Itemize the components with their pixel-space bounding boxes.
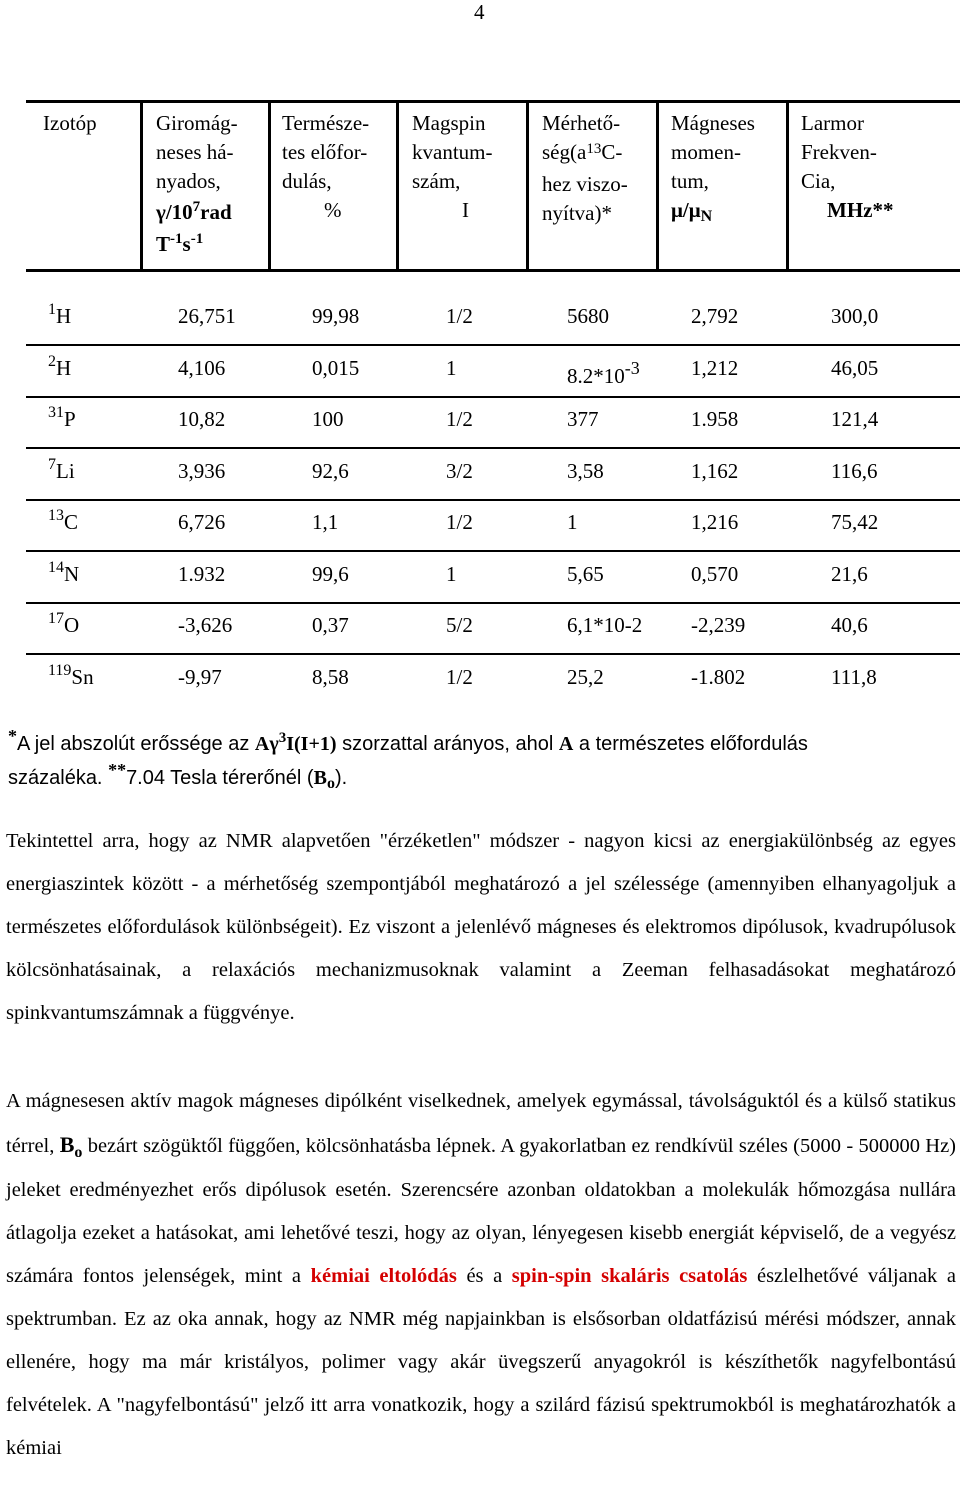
cell-meas: 8.2*10-3 (567, 357, 640, 388)
header-line: Frekven- (801, 140, 877, 164)
header-line: nyados, (156, 169, 221, 193)
cell-larmor: 75,42 (831, 510, 879, 534)
cell-gyro: 6,726 (178, 510, 226, 534)
header-natural (268, 103, 396, 269)
cell-larmor: 21,6 (831, 561, 868, 586)
cell-spin: 5/2 (446, 613, 473, 637)
header-line: dulás, (282, 169, 332, 193)
header-line: I (462, 198, 469, 222)
isotope-table (26, 100, 960, 689)
table-row (26, 292, 960, 346)
cell-nat: 8,58 (312, 664, 349, 689)
header-larmor (786, 103, 960, 269)
header-line: nyítva)* (542, 201, 612, 225)
cell-nat: 0,015 (312, 355, 360, 380)
cell-nat: 99,98 (312, 304, 360, 328)
header-line: Mágneses (671, 111, 755, 135)
table-row (26, 653, 960, 705)
cell-isotope: $^7$Li (48, 455, 75, 483)
cell-meas: 5680 (567, 304, 609, 328)
table-row (26, 498, 960, 552)
header-gyro-unit: $\gamma/10^7rad$ (156, 199, 232, 224)
cell-mom: 1,216 (691, 510, 739, 534)
cell-nat: 99,6 (312, 561, 349, 586)
cell-isotope: $^{14}$N (48, 558, 80, 586)
cell-isotope: $^2$H (48, 352, 72, 380)
header-spin (396, 103, 526, 269)
cell-larmor: 40,6 (831, 613, 868, 637)
header-line: momen- (671, 140, 741, 164)
cell-mom: -1.802 (691, 664, 746, 689)
cell-spin: 1 (446, 561, 457, 586)
cell-spin: 1 (446, 355, 457, 380)
footnote (8, 728, 948, 796)
cell-isotope: $^{31}$P (48, 404, 76, 431)
cell-meas: 5,65 (567, 561, 604, 586)
cell-meas: 1 (567, 510, 578, 534)
cell-meas: 25,2 (567, 664, 604, 689)
cell-isotope: $^{119}$Sn (48, 661, 94, 689)
cell-gyro: -3,626 (178, 613, 233, 637)
header-moment (656, 103, 786, 269)
cell-isotope: $^{13}$C (48, 507, 79, 534)
cell-larmor: 116,6 (831, 458, 878, 483)
cell-isotope: $^1$H (48, 301, 72, 328)
header-line: tum, (671, 169, 709, 193)
header-line: Larmor (801, 111, 864, 135)
page-number: 4 (474, 0, 485, 24)
table-row (26, 344, 960, 398)
table-row (26, 550, 960, 604)
header-line: hez viszo- (542, 172, 628, 196)
header-line: tes előfor- (282, 140, 368, 164)
cell-meas: 3,58 (567, 458, 604, 483)
cell-mom: 0,570 (691, 561, 739, 586)
highlight-chemical-shift: kémiai eltolódás (310, 1265, 457, 1287)
cell-mom: -2,239 (691, 613, 746, 637)
header-gyro-unit2: $T^{-1}s^{-1}$ (156, 231, 204, 256)
header-moment-symbol: μ/μN (671, 198, 713, 225)
header-line: Magspin (412, 111, 486, 135)
cell-larmor: 300,0 (831, 304, 879, 328)
header-line: $ség(a^{13}C-$ (542, 140, 623, 164)
header-line: Cia, (801, 169, 836, 193)
paragraph-1: Tekintettel arra, hogy az NMR alapvetően "érzéketlen" módszer - nagyon kicsi az energiakülönbség az egyes energiaszintek között - a mérhetőség szempontjából meghatározó a jel szélessége (amennyiben elhanyagoljuk a természetes előfordulások különbségeit). Ez viszont a jelenlévő mágneses és elektromos dipólusok, kvadrupólusok kölcsönhatásainak, a relaxációs mechanizmusoknak valamint a Zeeman felhasadásokat meghatározó spinkvantumszámnak a függvénye. (6, 830, 956, 1024)
cell-gyro: 3,936 (178, 458, 226, 483)
cell-gyro: 10,82 (178, 407, 226, 431)
cell-mom: 1.958 (691, 407, 739, 431)
cell-spin: 3/2 (446, 458, 473, 483)
header-line: Természe- (282, 111, 370, 135)
header-gyro (140, 103, 268, 269)
header-line: szám, (412, 169, 461, 193)
cell-nat: 100 (312, 407, 344, 431)
cell-larmor: 121,4 (831, 407, 879, 431)
cell-gyro: 4,106 (178, 355, 226, 380)
cell-spin: 1/2 (446, 664, 473, 689)
header-line: kvantum- (412, 140, 493, 164)
cell-larmor: 111,8 (831, 664, 877, 689)
cell-nat: 1,1 (312, 510, 339, 534)
cell-isotope: $^{17}$O (48, 610, 80, 637)
cell-mom: 1,212 (691, 355, 739, 380)
cell-nat: 92,6 (312, 458, 349, 483)
header-isotope (23, 103, 143, 269)
cell-spin: 1/2 (446, 510, 473, 534)
header-line: MHz** (827, 198, 894, 222)
table-row (26, 601, 960, 655)
cell-mom: 1,162 (691, 458, 739, 483)
cell-spin: 1/2 (446, 304, 473, 328)
cell-nat: 0,37 (312, 613, 349, 637)
cell-mom: 2,792 (691, 304, 739, 328)
header-line: Mérhető- (542, 111, 621, 135)
cell-spin: 1/2 (446, 407, 473, 431)
cell-gyro: -9,97 (178, 664, 222, 689)
table-header (26, 100, 960, 272)
cell-meas: 377 (567, 407, 599, 431)
header-line: % (324, 198, 342, 222)
header-line: neses há- (156, 140, 234, 164)
table-row (26, 447, 960, 501)
cell-gyro: 1.932 (178, 561, 226, 586)
table-row (26, 395, 960, 449)
header-measurability (526, 103, 656, 269)
footnote-line-2: százaléka. **7.04 Tesla térerőnél $(B_o)$. (8, 760, 348, 792)
header-line: Giromág- (156, 111, 238, 135)
cell-larmor: 46,05 (831, 355, 879, 380)
cell-meas: 6,1*10-2 (567, 613, 643, 637)
footnote-line-1: *A jel abszolút erőssége az $A\gamma^3I(I+1)$ szorzattal arányos, ahol A a természetes előfordulás (8, 726, 808, 755)
paragraph-2: A mágnesesen aktív magok mágneses dipólként viselkednek, amelyek egymással, távolságuktól és a külső statikus térrel, $B_o$ bezárt szögüktől függően, kölcsönhatásba lépnek. A gyakorlatban ez rendkívül széles (5000 - 500000 Hz) jeleket eredményezhet erős dipólusok esetén. Szerencsére azonban oldatokban a molekulák hőmozgása nullára átlagolja ezeket a hatásokat, ami lehetővé teszi, hogy az olyan, lényegesen kisebb energiát képviselő, de a vegyész számára fontos jelenségek, mint a kémiai eltolódás és a spin-spin skaláris csatolás észlelhetővé váljanak a spektrumban. Ez az oka annak, hogy az NMR még napjainkban is elsősorban oldatfázisú mérési módszer, annak ellenére, hogy ma már kristályos, polimer vagy akár üvegszerű anyagokról is készíthetők nagyfelbontású felvételek. A "nagyfelbontású" jelző itt arra vonatkozik, hogy a szilárd fázisú spektrumokból is meghatározhatók a kémiai (6, 1090, 956, 1459)
highlight-spin-spin-coupling: spin-spin skaláris csatolás (511, 1265, 748, 1287)
cell-gyro: 26,751 (178, 304, 236, 328)
header-line: Izotóp (43, 111, 97, 135)
